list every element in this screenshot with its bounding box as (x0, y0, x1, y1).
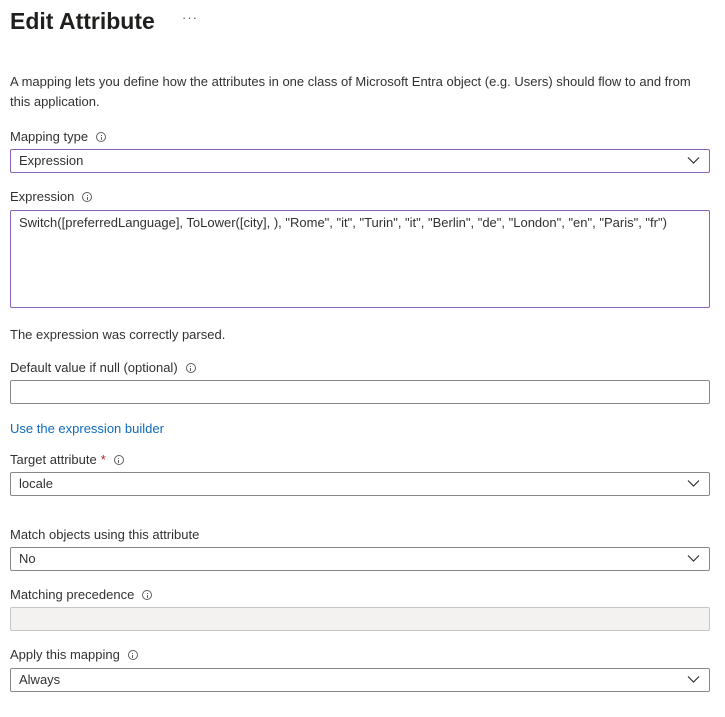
target-attribute-label (10, 451, 124, 469)
info-icon[interactable] (114, 455, 124, 465)
mapping-type-label (10, 128, 106, 146)
matching-precedence-label (10, 586, 152, 604)
default-value-input[interactable] (10, 380, 710, 404)
chevron-down-icon (687, 675, 700, 684)
mapping-type-dropdown[interactable] (10, 149, 710, 173)
expression-value: Switch([preferredLanguage], ToLower([city], ), "Rome", "it", "Turin", "it", "Berlin", "de", "London", "en", "Paris", "fr") (19, 215, 667, 230)
expression-builder-link[interactable]: Use the expression builder (10, 421, 164, 436)
target-attribute-value: locale (19, 476, 53, 491)
info-icon[interactable] (96, 132, 106, 142)
match-objects-dropdown[interactable] (10, 547, 710, 571)
info-icon[interactable] (186, 363, 196, 373)
required-marker: * (100, 452, 106, 467)
page-title: Edit Attribute (10, 8, 155, 34)
more-options-button[interactable]: ··· (182, 10, 198, 25)
mapping-type-label-text: Mapping type (10, 129, 89, 144)
matching-precedence-label-text: Matching precedence (10, 587, 135, 602)
default-value-label (10, 359, 196, 377)
match-objects-label (10, 526, 199, 544)
apply-mapping-dropdown[interactable] (10, 668, 710, 692)
expression-textarea[interactable] (10, 210, 710, 308)
expression-status: The expression was correctly parsed. (10, 327, 226, 342)
chevron-down-icon (687, 479, 700, 488)
match-objects-value: No (19, 551, 36, 566)
mapping-description: A mapping lets you define how the attributes in one class of Microsoft Entra object (e.g. Users) should flow to and from this application. (10, 74, 691, 109)
info-icon[interactable] (128, 650, 138, 660)
matching-precedence-input (10, 607, 710, 631)
mapping-type-value: Expression (19, 153, 84, 168)
expression-label (10, 188, 92, 206)
info-icon[interactable] (142, 590, 152, 600)
default-value-label-text: Default value if null (optional) (10, 360, 178, 375)
target-attribute-dropdown[interactable] (10, 472, 710, 496)
expression-label-text: Expression (10, 189, 75, 204)
apply-mapping-label (10, 646, 138, 664)
chevron-down-icon (687, 156, 700, 165)
info-icon[interactable] (82, 192, 92, 202)
apply-mapping-label-text: Apply this mapping (10, 647, 120, 662)
target-attribute-label-text: Target attribute (10, 452, 97, 467)
chevron-down-icon (687, 554, 700, 563)
match-objects-label-text: Match objects using this attribute (10, 527, 200, 542)
apply-mapping-value: Always (19, 672, 61, 687)
